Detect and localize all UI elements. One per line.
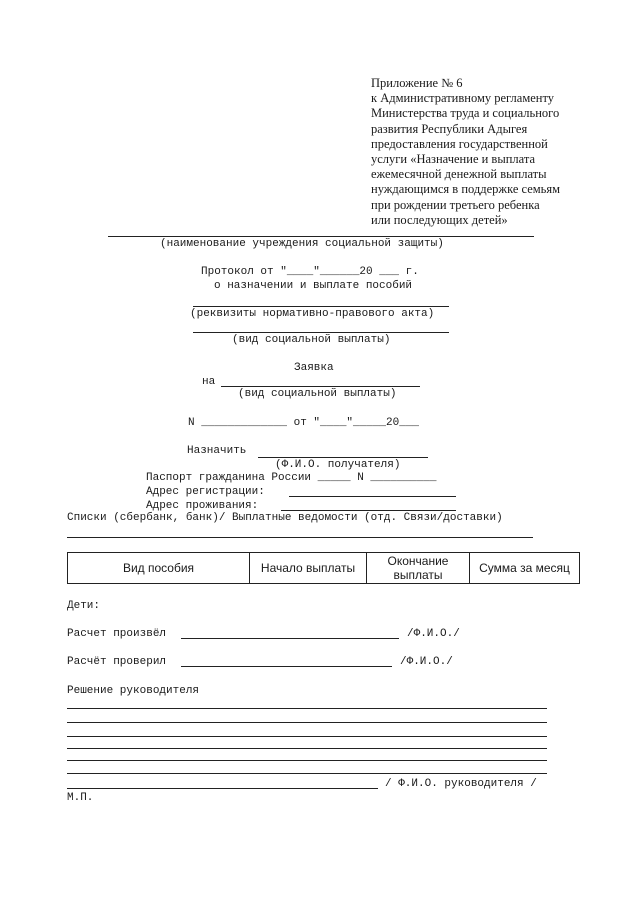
decision-line-6	[67, 773, 547, 774]
protocol-line: Протокол от "____"______20 ___ г.	[201, 266, 419, 278]
assign-line	[258, 457, 428, 458]
registration-label: Адрес регистрации:	[146, 486, 265, 498]
number-line: N _____________ от "____"_____20___	[188, 417, 420, 429]
legal-act-line	[193, 306, 449, 307]
registration-line	[289, 496, 456, 497]
residence-label: Адрес проживания:	[146, 500, 259, 512]
residence-line	[281, 510, 456, 511]
benefits-table	[67, 552, 580, 584]
decision-label: Решение руководителя	[67, 685, 200, 697]
request-on-line	[221, 386, 420, 387]
calc-checked-suffix: /Ф.И.О./	[400, 656, 453, 668]
decision-line-5	[67, 760, 547, 761]
header-payment-end: Окончание выплаты	[367, 553, 470, 584]
head-signature: / Ф.И.О. руководителя /	[385, 778, 537, 790]
assign-label: Назначить	[187, 445, 247, 457]
decision-line-3	[67, 736, 547, 737]
decision-line-4	[67, 748, 547, 749]
lists-underline	[67, 537, 533, 538]
payment-type-caption: (вид социальной выплаты)	[232, 334, 391, 346]
decision-line-2	[67, 722, 547, 723]
passport-line: Паспорт гражданина России _____ N __________	[146, 472, 437, 484]
request-title: Заявка	[294, 362, 334, 374]
calc-checked-label: Расчёт проверил	[67, 656, 167, 668]
calc-made-label: Расчет произвёл	[67, 628, 167, 640]
calc-checked-line	[181, 666, 392, 667]
decision-line-1	[67, 708, 547, 709]
appendix-note: Приложение № 6 к Административному регламенту Министерства труда и социального развития Республики Адыгея предоставления государственной услуги «Назначение и выплата ежемесячной денежной выплаты нуждающимся в поддержке семьям при рождении третьего ребенка или последующих детей»	[371, 76, 561, 227]
institution-caption: (наименование учреждения социальной защиты)	[160, 238, 444, 250]
calc-made-suffix: /Ф.И.О./	[407, 628, 460, 640]
header-payment-start: Начало выплаты	[250, 553, 367, 584]
institution-line	[108, 236, 534, 237]
legal-act-caption: (реквизиты нормативно-правового акта)	[190, 308, 435, 320]
header-benefit-type: Вид пособия	[68, 553, 250, 584]
request-on-label: на	[202, 376, 216, 388]
table-header-row	[68, 553, 580, 584]
protocol-subtitle: о назначении и выплате пособий	[214, 280, 413, 292]
stamp-label: М.П.	[67, 792, 94, 804]
payment-type-line	[193, 332, 449, 333]
header-monthly-sum: Сумма за месяц	[470, 553, 580, 584]
lists-line: Списки (сбербанк, банк)/ Выплатные ведомости (отд. Связи/доставки)	[67, 512, 503, 524]
head-signature-line	[67, 788, 378, 789]
calc-made-line	[181, 638, 399, 639]
assign-caption: (Ф.И.О. получателя)	[275, 459, 401, 471]
request-on-caption: (вид социальной выплаты)	[238, 388, 397, 400]
children-label: Дети:	[67, 600, 101, 612]
